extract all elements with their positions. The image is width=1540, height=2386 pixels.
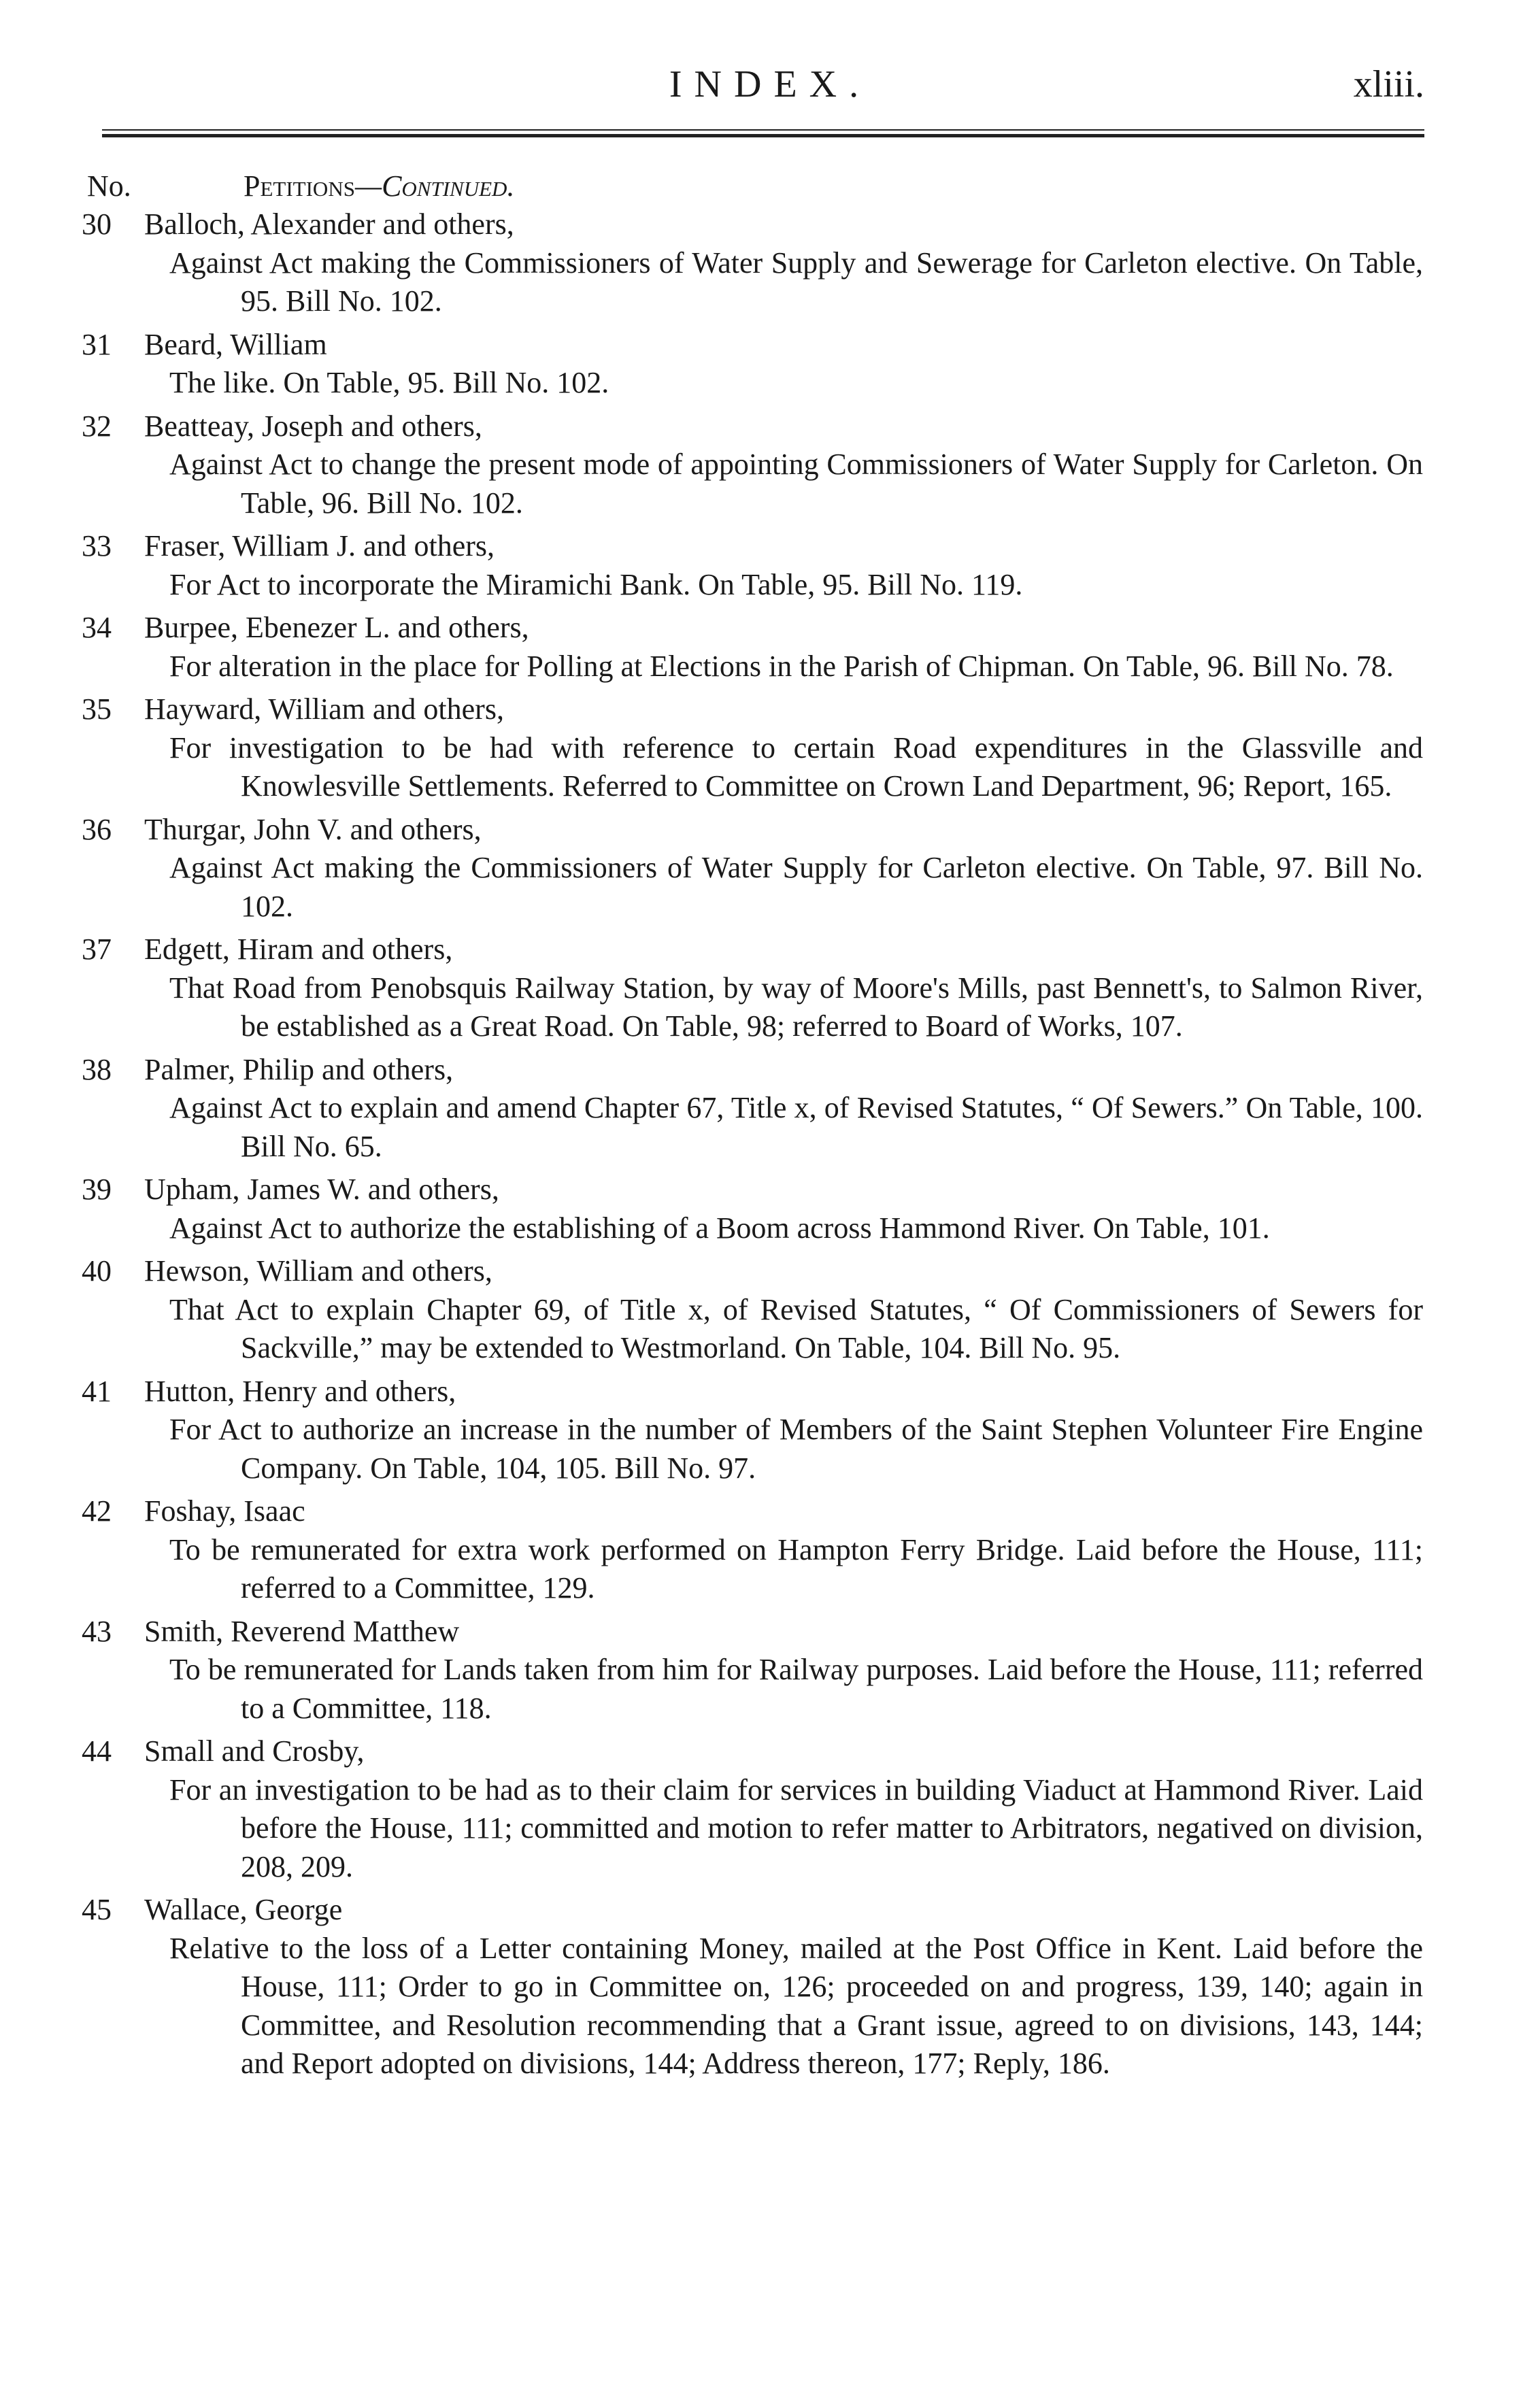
page-title: INDEX. bbox=[669, 63, 871, 105]
entry-description: Against Act to authorize the establishing of a Boom across Hammond River. On Table, 101. bbox=[169, 1211, 1270, 1245]
index-entry bbox=[82, 1613, 1423, 1728]
entry-number: 38 bbox=[82, 1052, 112, 1086]
header-rule-thin bbox=[102, 129, 1424, 131]
entry-description: Relative to the loss of a Letter containing Money, mailed at the Post Office in Kent. Laid before the House, 111; Order to go in Committee on, 126; proceeded on and progress, 139, 140; again in Committee, and Resolution recommending that a Grant issue, agreed to on divisions, 143, 144; and Report adopted on divisions, 144; Address thereon, 177; Reply, 186. bbox=[169, 1931, 1423, 2080]
entry-description: The like. On Table, 95. Bill No. 102. bbox=[169, 366, 609, 399]
entry-number: 34 bbox=[82, 611, 112, 644]
entry-number: 43 bbox=[82, 1614, 112, 1648]
entry-description: To be remunerated for extra work performed on Hampton Ferry Bridge. Laid before the House, 111; referred to a Committee, 129. bbox=[169, 1532, 1423, 1604]
section-heading bbox=[87, 169, 515, 203]
petitioner-name: Palmer, Philip and others, bbox=[144, 1052, 454, 1086]
index-entry bbox=[82, 1373, 1423, 1488]
index-entry bbox=[82, 609, 1423, 686]
entry-heading bbox=[82, 1732, 1423, 1771]
index-entry bbox=[82, 205, 1423, 321]
entry-number: 35 bbox=[82, 692, 112, 726]
petitioner-name: Hewson, William and others, bbox=[144, 1254, 492, 1288]
petitioner-name: Hayward, William and others, bbox=[144, 692, 504, 726]
entry-number: 30 bbox=[82, 207, 112, 241]
index-entries bbox=[82, 205, 1423, 2088]
section-title-text: Petitions bbox=[244, 169, 355, 203]
petitioner-name: Foshay, Isaac bbox=[144, 1494, 305, 1528]
entry-description: That Act to explain Chapter 69, of Title x, of Revised Statutes, “ Of Commissioners of Sewers for Sackville,” may be extended to Westmorland. On Table, 104. Bill No. 95. bbox=[169, 1292, 1423, 1364]
entry-number: 39 bbox=[82, 1173, 112, 1206]
entry-description: Against Act to explain and amend Chapter 67, Title x, of Revised Statutes, “ Of Sewers.” On Table, 100. Bill No. 65. bbox=[169, 1091, 1423, 1163]
petitioner-name: Beard, William bbox=[144, 327, 327, 361]
petitioner-name: Balloch, Alexander and others, bbox=[144, 207, 514, 241]
petitioner-name: Fraser, William J. and others, bbox=[144, 529, 495, 562]
entry-number: 45 bbox=[82, 1893, 112, 1926]
entry-heading bbox=[82, 407, 1423, 446]
header-rule-thick bbox=[102, 134, 1424, 137]
index-entry bbox=[82, 527, 1423, 604]
section-title bbox=[244, 169, 514, 203]
petitioner-name: Hutton, Henry and others, bbox=[144, 1374, 456, 1408]
entry-description: That Road from Penobsquis Railway Station, by way of Moore's Mills, past Bennett's, to Salmon River, be established as a Great Road. On Table, 98; referred to Board of Works, 107. bbox=[169, 971, 1423, 1043]
entry-number: 40 bbox=[82, 1254, 112, 1288]
index-entry bbox=[82, 811, 1423, 926]
continued-label: —Continued. bbox=[354, 169, 515, 203]
entry-number: 32 bbox=[82, 409, 112, 443]
entry-description: For Act to incorporate the Miramichi Bank. On Table, 95. Bill No. 119. bbox=[169, 567, 1023, 601]
entry-heading bbox=[82, 1252, 1423, 1291]
entry-description: Against Act to change the present mode of appointing Commissioners of Water Supply for Carleton. On Table, 96. Bill No. 102. bbox=[169, 448, 1423, 520]
entry-heading bbox=[82, 811, 1423, 850]
page-number: xliii. bbox=[1353, 63, 1424, 105]
entry-heading bbox=[82, 527, 1423, 566]
index-entry bbox=[82, 930, 1423, 1046]
petitioner-name: Smith, Reverend Matthew bbox=[144, 1614, 460, 1648]
petitioner-name: Burpee, Ebenezer L. and others, bbox=[144, 611, 529, 644]
entry-description: For Act to authorize an increase in the number of Members of the Saint Stephen Volunteer Fire Engine Company. On Table, 104, 105. Bill No. 97. bbox=[169, 1413, 1423, 1485]
entry-heading bbox=[82, 930, 1423, 969]
number-column-label: No. bbox=[87, 169, 131, 203]
entry-number: 36 bbox=[82, 812, 112, 846]
index-entry bbox=[82, 1252, 1423, 1368]
entry-number: 41 bbox=[82, 1374, 112, 1408]
entry-description: Against Act making the Commissioners of Water Supply for Carleton elective. On Table, 97. Bill No. 102. bbox=[169, 851, 1423, 923]
entry-number: 31 bbox=[82, 327, 112, 361]
entry-number: 42 bbox=[82, 1494, 112, 1528]
entry-heading bbox=[82, 1891, 1423, 1930]
petitioner-name: Wallace, George bbox=[144, 1893, 343, 1926]
index-entry bbox=[82, 1492, 1423, 1608]
entry-heading bbox=[82, 1051, 1423, 1090]
index-entry bbox=[82, 407, 1423, 523]
entry-number: 44 bbox=[82, 1734, 112, 1768]
index-entry bbox=[82, 326, 1423, 403]
entry-heading bbox=[82, 609, 1423, 648]
running-header bbox=[0, 63, 1540, 117]
entry-description: Against Act making the Commissioners of Water Supply and Sewerage for Carleton elective. On Table, 95. Bill No. 102. bbox=[169, 246, 1423, 318]
entry-description: To be remunerated for Lands taken from him for Railway purposes. Laid before the House, 111; referred to a Committee, 118. bbox=[169, 1653, 1423, 1725]
entry-heading bbox=[82, 1373, 1423, 1411]
entry-heading bbox=[82, 205, 1423, 244]
petitioner-name: Upham, James W. and others, bbox=[144, 1173, 499, 1206]
index-entry bbox=[82, 1891, 1423, 2083]
entry-heading bbox=[82, 1613, 1423, 1651]
entry-description: For alteration in the place for Polling at Elections in the Parish of Chipman. On Table, 96. Bill No. 78. bbox=[169, 649, 1394, 683]
petitioner-name: Small and Crosby, bbox=[144, 1734, 365, 1768]
entry-description: For investigation to be had with reference to certain Road expenditures in the Glassville and Knowlesville Settlements. Referred to Committee on Crown Land Department, 96; Report, 165. bbox=[169, 730, 1423, 803]
index-entry bbox=[82, 1051, 1423, 1166]
entry-heading bbox=[82, 690, 1423, 729]
entry-number: 37 bbox=[82, 932, 112, 966]
petitioner-name: Thurgar, John V. and others, bbox=[144, 812, 482, 846]
entry-description: For an investigation to be had as to their claim for services in building Viaduct at Hammond River. Laid before the House, 111; committed and motion to refer matter to Arbitrators, negatived on division, 208, 209. bbox=[169, 1772, 1423, 1883]
petitioner-name: Edgett, Hiram and others, bbox=[144, 932, 453, 966]
entry-heading bbox=[82, 1171, 1423, 1209]
index-entry bbox=[82, 1171, 1423, 1247]
entry-heading bbox=[82, 326, 1423, 365]
index-entry bbox=[82, 690, 1423, 806]
petitioner-name: Beatteay, Joseph and others, bbox=[144, 409, 482, 443]
entry-heading bbox=[82, 1492, 1423, 1531]
index-entry bbox=[82, 1732, 1423, 1886]
entry-number: 33 bbox=[82, 529, 112, 562]
